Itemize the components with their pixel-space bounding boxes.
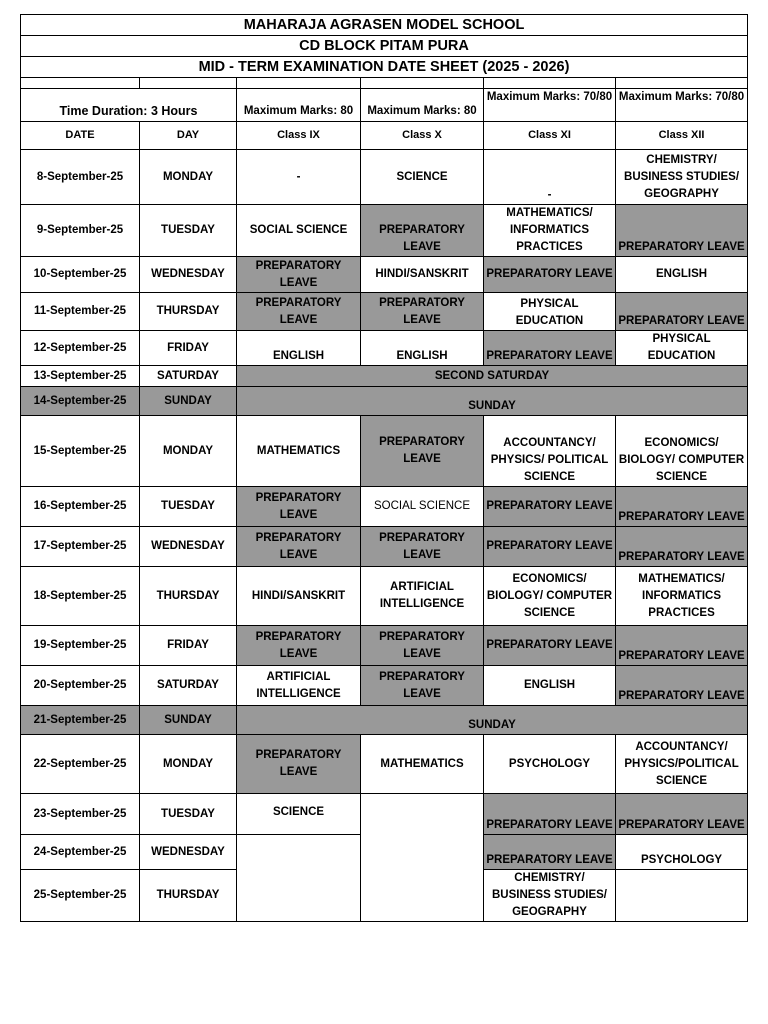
class-xii-cell: PREPARATORY LEAVE — [616, 205, 748, 257]
col-header-class-ix: Class IX — [237, 122, 361, 150]
table-row — [21, 626, 748, 666]
holiday-banner: SUNDAY — [237, 706, 748, 735]
spacer-cell — [361, 78, 484, 89]
day-cell: THURSDAY — [140, 567, 237, 626]
class-ix-cell: PREPARATORY LEAVE — [237, 487, 361, 527]
class-xi-cell: PREPARATORY LEAVE — [484, 331, 616, 366]
day-cell: TUESDAY — [140, 794, 237, 835]
class-ix-cell: PREPARATORY LEAVE — [237, 626, 361, 666]
col-header-class-x: Class X — [361, 122, 484, 150]
spacer-cell — [140, 78, 237, 89]
day-cell: MONDAY — [140, 735, 237, 794]
date-sheet-table — [20, 14, 748, 922]
date-cell: 9-September-25 — [21, 205, 140, 257]
day-cell: SUNDAY — [140, 706, 237, 735]
class-ix-cell: PREPARATORY LEAVE — [237, 735, 361, 794]
table-row — [21, 487, 748, 527]
date-cell: 24-September-25 — [21, 835, 140, 870]
class-xi-cell: PREPARATORY LEAVE — [484, 257, 616, 293]
class-xii-cell: PREPARATORY LEAVE — [616, 293, 748, 331]
class-x-cell: ENGLISH — [361, 331, 484, 366]
table-row — [21, 666, 748, 706]
class-ix-cell: ENGLISH — [237, 331, 361, 366]
max-marks-ix: Maximum Marks: 80 — [237, 89, 361, 122]
day-cell: SUNDAY — [140, 387, 237, 416]
day-cell: THURSDAY — [140, 293, 237, 331]
class-xii-cell: PREPARATORY LEAVE — [616, 626, 748, 666]
class-xi-cell: PREPARATORY LEAVE — [484, 626, 616, 666]
date-cell: 10-September-25 — [21, 257, 140, 293]
holiday-banner: SUNDAY — [237, 387, 748, 416]
date-cell: 16-September-25 — [21, 487, 140, 527]
spacer-cell — [616, 78, 748, 89]
class-xi-cell: PREPARATORY LEAVE — [484, 794, 616, 835]
class-x-cell: PREPARATORY LEAVE — [361, 205, 484, 257]
day-cell: SATURDAY — [140, 666, 237, 706]
table-row — [21, 794, 748, 835]
class-ix-cell — [237, 835, 361, 922]
class-xii-cell: ENGLISH — [616, 257, 748, 293]
school-address: CD BLOCK PITAM PURA — [21, 36, 748, 57]
class-xii-cell: PREPARATORY LEAVE — [616, 794, 748, 835]
class-x-cell: PREPARATORY LEAVE — [361, 666, 484, 706]
max-marks-x: Maximum Marks: 80 — [361, 89, 484, 122]
table-row — [21, 331, 748, 366]
table-row — [21, 387, 748, 416]
day-cell: WEDNESDAY — [140, 527, 237, 567]
table-row — [21, 527, 748, 567]
time-duration: Time Duration: 3 Hours — [21, 89, 237, 122]
class-xi-cell: ENGLISH — [484, 666, 616, 706]
class-x-cell: PREPARATORY LEAVE — [361, 416, 484, 487]
class-xi-cell: PSYCHOLOGY — [484, 735, 616, 794]
sheet-title: MID - TERM EXAMINATION DATE SHEET (2025 - 2026) — [21, 57, 748, 78]
date-cell: 13-September-25 — [21, 366, 140, 387]
col-header-class-xi: Class XI — [484, 122, 616, 150]
class-xii-cell: PREPARATORY LEAVE — [616, 666, 748, 706]
class-xii-cell — [616, 870, 748, 922]
table-row — [21, 735, 748, 794]
date-cell: 22-September-25 — [21, 735, 140, 794]
day-cell: TUESDAY — [140, 205, 237, 257]
class-xi-cell: CHEMISTRY/ BUSINESS STUDIES/ GEOGRAPHY — [484, 870, 616, 922]
class-ix-cell: ARTIFICIAL INTELLIGENCE — [237, 666, 361, 706]
class-x-cell: HINDI/SANSKRIT — [361, 257, 484, 293]
class-xii-cell: MATHEMATICS/ INFORMATICS PRACTICES — [616, 567, 748, 626]
table-row — [21, 205, 748, 257]
day-cell: TUESDAY — [140, 487, 237, 527]
table-row — [21, 416, 748, 487]
class-xii-cell: ECONOMICS/ BIOLOGY/ COMPUTER SCIENCE — [616, 416, 748, 487]
class-ix-cell: SCIENCE — [237, 794, 361, 835]
day-cell: THURSDAY — [140, 870, 237, 922]
table-row — [21, 293, 748, 331]
class-ix-cell: HINDI/SANSKRIT — [237, 567, 361, 626]
class-xii-cell: CHEMISTRY/ BUSINESS STUDIES/ GEOGRAPHY — [616, 150, 748, 205]
spacer-cell — [237, 78, 361, 89]
day-cell: WEDNESDAY — [140, 835, 237, 870]
day-cell: WEDNESDAY — [140, 257, 237, 293]
class-xii-cell: PSYCHOLOGY — [616, 835, 748, 870]
class-xii-cell: PHYSICAL EDUCATION — [616, 331, 748, 366]
class-ix-cell: - — [237, 150, 361, 205]
date-cell: 14-September-25 — [21, 387, 140, 416]
school-name: MAHARAJA AGRASEN MODEL SCHOOL — [21, 15, 748, 36]
class-ix-cell: MATHEMATICS — [237, 416, 361, 487]
class-x-cell: PREPARATORY LEAVE — [361, 527, 484, 567]
class-xi-cell: PREPARATORY LEAVE — [484, 835, 616, 870]
class-x-cell: SCIENCE — [361, 150, 484, 205]
table-row — [21, 257, 748, 293]
holiday-banner: SECOND SATURDAY — [237, 366, 748, 387]
class-xi-cell: PREPARATORY LEAVE — [484, 527, 616, 567]
date-cell: 25-September-25 — [21, 870, 140, 922]
col-header-day: DAY — [140, 122, 237, 150]
day-cell: MONDAY — [140, 416, 237, 487]
spacer-cell — [484, 78, 616, 89]
class-xii-cell: PREPARATORY LEAVE — [616, 487, 748, 527]
col-header-date: DATE — [21, 122, 140, 150]
date-cell: 12-September-25 — [21, 331, 140, 366]
class-x-cell: MATHEMATICS — [361, 735, 484, 794]
class-xii-cell: PREPARATORY LEAVE — [616, 527, 748, 567]
date-cell: 19-September-25 — [21, 626, 140, 666]
class-x-cell: PREPARATORY LEAVE — [361, 293, 484, 331]
day-cell: MONDAY — [140, 150, 237, 205]
max-marks-xi: Maximum Marks: 70/80 — [484, 89, 616, 122]
date-cell: 20-September-25 — [21, 666, 140, 706]
day-cell: FRIDAY — [140, 331, 237, 366]
class-xi-cell: ECONOMICS/ BIOLOGY/ COMPUTER SCIENCE — [484, 567, 616, 626]
date-cell: 21-September-25 — [21, 706, 140, 735]
day-cell: SATURDAY — [140, 366, 237, 387]
date-cell: 15-September-25 — [21, 416, 140, 487]
class-xii-cell: ACCOUNTANCY/ PHYSICS/POLITICAL SCIENCE — [616, 735, 748, 794]
class-ix-cell: PREPARATORY LEAVE — [237, 293, 361, 331]
date-cell: 8-September-25 — [21, 150, 140, 205]
class-ix-cell: PREPARATORY LEAVE — [237, 527, 361, 567]
class-xi-cell: ACCOUNTANCY/ PHYSICS/ POLITICAL SCIENCE — [484, 416, 616, 487]
date-cell: 23-September-25 — [21, 794, 140, 835]
table-row — [21, 150, 748, 205]
day-cell: FRIDAY — [140, 626, 237, 666]
table-row — [21, 706, 748, 735]
class-x-cell — [361, 794, 484, 922]
date-cell: 17-September-25 — [21, 527, 140, 567]
class-xi-cell: MATHEMATICS/ INFORMATICS PRACTICES — [484, 205, 616, 257]
date-cell: 18-September-25 — [21, 567, 140, 626]
date-cell: 11-September-25 — [21, 293, 140, 331]
table-row — [21, 366, 748, 387]
class-x-cell: ARTIFICIAL INTELLIGENCE — [361, 567, 484, 626]
class-ix-cell: PREPARATORY LEAVE — [237, 257, 361, 293]
class-xi-cell: PREPARATORY LEAVE — [484, 487, 616, 527]
max-marks-xii: Maximum Marks: 70/80 — [616, 89, 748, 122]
table-row — [21, 567, 748, 626]
col-header-class-xii: Class XII — [616, 122, 748, 150]
class-xi-cell: PHYSICAL EDUCATION — [484, 293, 616, 331]
class-x-cell: PREPARATORY LEAVE — [361, 626, 484, 666]
spacer-cell — [21, 78, 140, 89]
class-ix-cell: SOCIAL SCIENCE — [237, 205, 361, 257]
class-x-cell: SOCIAL SCIENCE — [361, 487, 484, 527]
class-xi-cell: - — [484, 150, 616, 205]
